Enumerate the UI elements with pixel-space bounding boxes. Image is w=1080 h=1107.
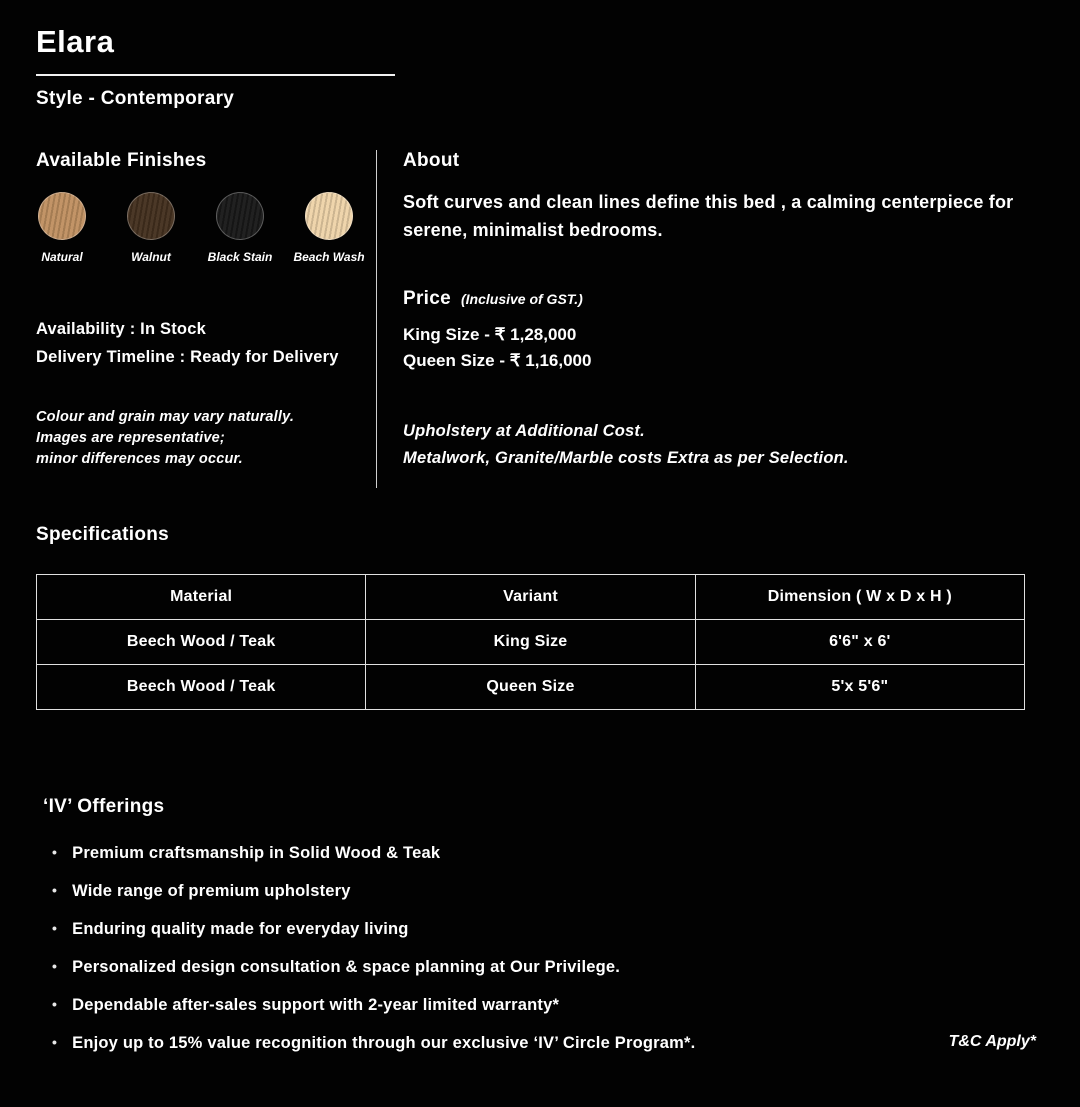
offering-item: • Premium craftsmanship in Solid Wood & Teak (43, 844, 1044, 863)
title-underline (36, 74, 395, 76)
finish-item-natural (36, 192, 88, 264)
cell-variant: Queen Size (366, 665, 695, 710)
finish-swatch-walnut (127, 192, 175, 240)
cell-material: Beech Wood / Teak (37, 665, 366, 710)
finish-item-walnut (125, 192, 177, 264)
offerings-heading: ‘IV’ Offerings (43, 796, 165, 817)
offering-item: • Dependable after-sales support with 2-year limited warranty* (43, 996, 1044, 1015)
finishes-heading: Available Finishes (36, 150, 207, 171)
offering-item: • Enjoy up to 15% value recognition through our exclusive ‘IV’ Circle Program*. (43, 1034, 1044, 1053)
upholstery-cost-note: Upholstery at Additional Cost. (403, 422, 645, 440)
column-header-dimension: Dimension ( W x D x H ) (695, 575, 1024, 620)
additional-cost-notes (403, 418, 1044, 472)
table-row (37, 620, 1025, 665)
price-king-size: King Size - ₹ 1,28,000 (403, 325, 577, 344)
price-queen-size: Queen Size - ₹ 1,16,000 (403, 351, 592, 370)
finish-label: Natural (41, 250, 83, 264)
page-title: Elara (36, 24, 115, 59)
info-section (36, 150, 1044, 488)
finish-item-black-stain (207, 192, 273, 264)
disclaimer-line: minor differences may occur. (36, 451, 243, 467)
about-column (377, 150, 1044, 488)
finish-item-beach-wash (293, 192, 365, 264)
finish-swatch-natural (38, 192, 86, 240)
finish-label: Beach Wash (293, 250, 365, 264)
finish-label: Walnut (131, 250, 171, 264)
grain-disclaimer (36, 407, 356, 470)
specifications-section (36, 524, 1044, 710)
cell-dimension: 6'6" x 6' (695, 620, 1024, 665)
finish-swatch-black-stain (216, 192, 264, 240)
availability-line: Availability : In Stock (36, 320, 206, 338)
spec-table (36, 574, 1025, 710)
column-header-variant: Variant (366, 575, 695, 620)
cell-variant: King Size (366, 620, 695, 665)
disclaimer-line: Images are representative; (36, 430, 225, 446)
finish-swatches (36, 192, 365, 264)
offering-item: • Enduring quality made for everyday living (43, 920, 1044, 939)
metalwork-cost-note: Metalwork, Granite/Marble costs Extra as per Selection. (403, 449, 849, 467)
cell-material: Beech Wood / Teak (37, 620, 366, 665)
offering-item: • Wide range of premium upholstery (43, 882, 1044, 901)
terms-conditions-note: T&C Apply* (948, 1033, 1036, 1050)
about-text: Soft curves and clean lines define this bed , a calming centerpiece for serene, minimalist bedrooms. (403, 192, 1014, 240)
finishes-column (36, 150, 377, 488)
gst-note: (Inclusive of GST.) (460, 291, 583, 307)
price-block (403, 288, 1044, 374)
style-subtitle: Style - Contemporary (36, 88, 235, 109)
price-heading: Price (403, 288, 451, 309)
availability-block (36, 320, 356, 367)
offering-item: • Personalized design consultation & space planning at Our Privilege. (43, 958, 1044, 977)
table-header-row (37, 575, 1025, 620)
about-heading: About (403, 150, 460, 171)
table-row (37, 665, 1025, 710)
finish-swatch-beach-wash (305, 192, 353, 240)
specifications-heading: Specifications (36, 524, 170, 545)
delivery-timeline-line: Delivery Timeline : Ready for Delivery (36, 348, 339, 366)
finish-label: Black Stain (207, 250, 273, 264)
offerings-section (36, 796, 1044, 1053)
column-header-material: Material (37, 575, 366, 620)
offerings-list (43, 844, 1044, 1053)
cell-dimension: 5'x 5'6" (695, 665, 1024, 710)
disclaimer-line: Colour and grain may vary naturally. (36, 409, 295, 425)
